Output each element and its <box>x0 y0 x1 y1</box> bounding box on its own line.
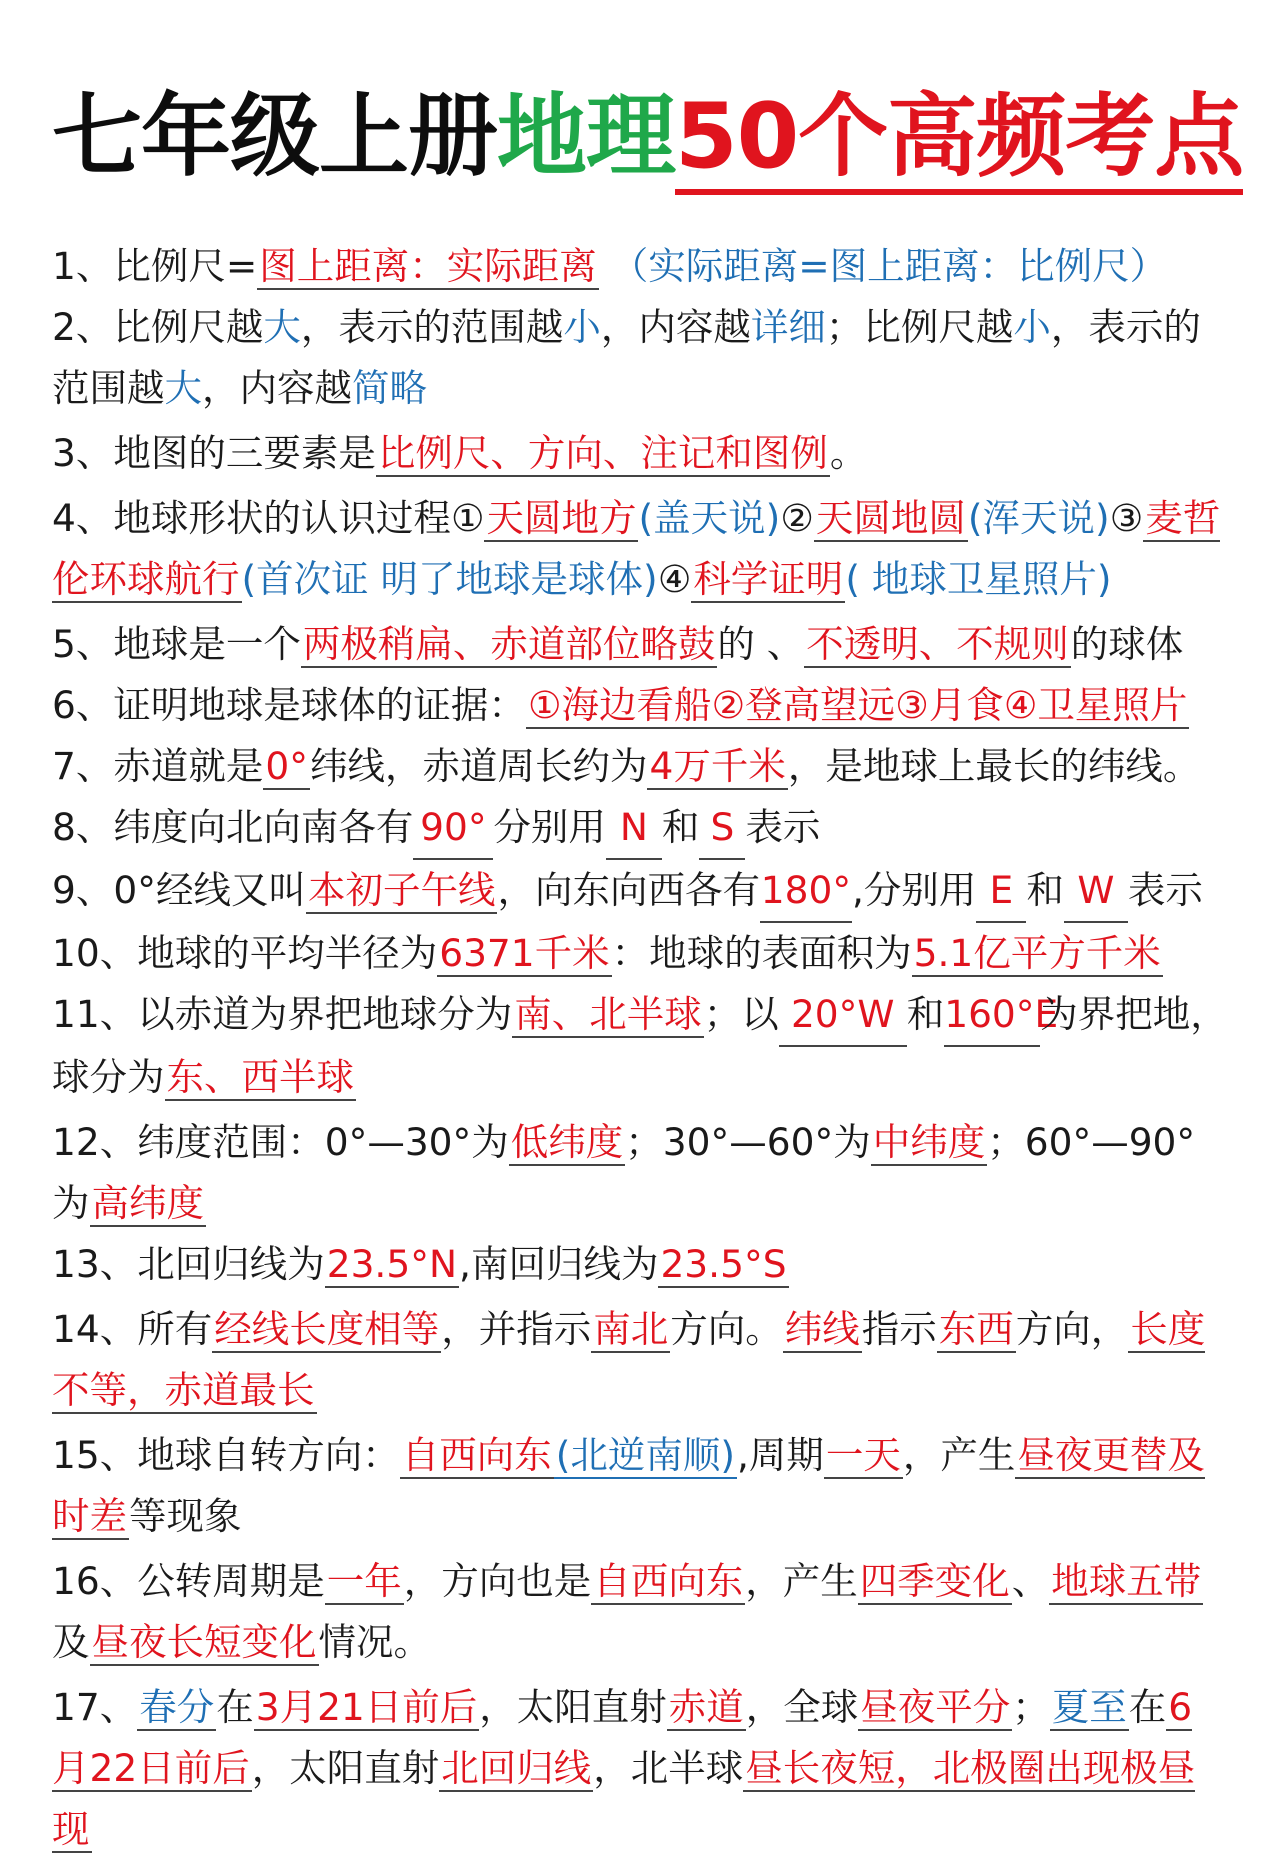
point-item <box>52 860 1228 923</box>
note: （实际距离=图上距离：比例尺） <box>610 244 1168 288</box>
answer: 0° <box>265 744 308 788</box>
text: ④ <box>657 557 692 601</box>
text: ,周期 <box>736 1433 824 1477</box>
answer: 东、西半球 <box>166 1055 354 1099</box>
answer: 6月22日前后 <box>52 1685 1193 1790</box>
text: 8、纬度向北向南各有 <box>52 805 414 849</box>
answer: 南、北半球 <box>514 992 702 1036</box>
text: ；比例尺越 <box>825 305 1014 349</box>
text: 在 <box>216 1685 254 1729</box>
answer: 5.1亿平方千米 <box>913 931 1161 975</box>
point-item <box>52 1234 1228 1295</box>
note: (北逆南顺) <box>555 1433 735 1477</box>
answer: 一天 <box>825 1433 901 1477</box>
text: 表示 <box>1127 868 1203 912</box>
answer: 23.5°S <box>660 1242 787 1286</box>
answer: 天圆地方 <box>486 496 637 540</box>
answer: 大 <box>164 366 202 410</box>
title-part-subject: 地理 <box>497 84 675 189</box>
answer: S <box>699 797 745 860</box>
text: 13、北回归线为 <box>52 1242 325 1286</box>
answer: 20°W <box>779 984 907 1047</box>
answer: W <box>1064 860 1128 923</box>
answer: ①海边看船②登高望远③月食④卫星照片 <box>527 683 1188 727</box>
answer: 90° <box>413 797 493 860</box>
note: (盖天说) <box>638 496 781 540</box>
answer: 图上距离：实际距离 <box>259 244 597 288</box>
text: 和 <box>1026 868 1064 912</box>
text: 情况。 <box>318 1620 431 1664</box>
answer: 一年 <box>326 1559 402 1603</box>
text: 的 、 <box>717 622 805 666</box>
answer: 夏至 <box>1051 1685 1127 1729</box>
answer: 自西向东 <box>401 1433 552 1477</box>
point-item <box>52 1551 1228 1673</box>
answer: 180° <box>760 860 852 923</box>
point-item <box>52 1112 1228 1234</box>
answer: 东西 <box>938 1307 1014 1351</box>
text: 。 <box>829 431 868 475</box>
answer: 四季变化 <box>859 1559 1010 1603</box>
text: 和 <box>906 992 945 1036</box>
text: ,南回归线为 <box>459 1242 659 1286</box>
point-item <box>52 236 1228 297</box>
answer: 简略 <box>352 366 427 410</box>
text: 在 <box>1128 1685 1167 1729</box>
text: 表示 <box>745 805 821 849</box>
text: 、 <box>1011 1559 1050 1603</box>
answer: 高纬度 <box>91 1181 204 1225</box>
answer: E <box>976 860 1026 923</box>
note: (首次证 明了地球是球体) <box>241 557 658 601</box>
text: ，内容越 <box>202 366 352 410</box>
text: ，全球 <box>745 1685 859 1729</box>
answer: 低纬度 <box>510 1120 624 1164</box>
text: ，表示的范围越 <box>52 305 1201 410</box>
point-item <box>52 423 1228 484</box>
answer: 南北 <box>593 1307 669 1351</box>
note: ( 地球卫星照片) <box>845 557 1112 601</box>
text: ，向东向西各有 <box>497 868 760 912</box>
text: ，产生 <box>902 1433 1016 1477</box>
point-item <box>52 736 1228 797</box>
answer: 本初子午线 <box>307 868 496 912</box>
answer: 春分 <box>139 1685 215 1729</box>
text: 等现象 <box>129 1494 242 1538</box>
text: 的球体 <box>1070 622 1184 666</box>
answer: 昼夜长短变化 <box>91 1620 317 1664</box>
answer: 详细 <box>750 305 826 349</box>
text: ；30°—60°为 <box>625 1120 871 1164</box>
text: 方向， <box>1015 1307 1129 1351</box>
answer: 赤道 <box>668 1685 744 1729</box>
text: ；以 <box>703 992 779 1036</box>
answer: 自西向东 <box>593 1559 744 1603</box>
answer: N <box>606 797 662 860</box>
text: 11、以赤道为界把地球分为 <box>52 992 513 1036</box>
text: 7、赤道就是 <box>52 744 264 788</box>
text: ,分别用 <box>851 868 977 912</box>
answer: 科学证明 <box>693 557 844 601</box>
text: 9、0°经线又叫 <box>52 868 306 912</box>
answer: 中纬度 <box>872 1120 986 1164</box>
answer: 北回归线 <box>441 1746 592 1790</box>
point-item <box>52 614 1228 675</box>
answer: 23.5°N <box>326 1242 458 1286</box>
point-item <box>52 297 1228 419</box>
answer: 3月21日前后 <box>255 1685 478 1729</box>
answer: 大 <box>263 305 301 349</box>
text: ，产生 <box>745 1559 858 1603</box>
text: ； <box>1012 1685 1050 1729</box>
text: 15、地球自转方向： <box>52 1433 400 1477</box>
text: ，并指示 <box>441 1307 592 1351</box>
text: ；60°—90°为 <box>52 1120 1196 1225</box>
point-item <box>52 488 1228 610</box>
title-part-topic: 50个高频考点 <box>675 84 1243 195</box>
point-item <box>52 675 1228 736</box>
answer: 不透明、不规则 <box>806 622 1069 666</box>
text: 分别用 <box>493 805 606 849</box>
note: (浑天说) <box>967 496 1110 540</box>
text: ，是地球上最长的纬线。 <box>787 744 1201 788</box>
answer: 小 <box>1013 305 1051 349</box>
text: 2、比例尺越 <box>52 305 264 349</box>
text: 和 <box>661 805 700 849</box>
point-item <box>52 923 1228 984</box>
answer: 4万千米 <box>649 744 786 788</box>
text: ，太阳直射 <box>251 1746 440 1790</box>
text: ③ <box>1109 496 1144 540</box>
point-item <box>52 1425 1228 1547</box>
answer: 昼长夜短，北极圈出现极昼现 <box>52 1746 1196 1851</box>
point-item <box>52 984 1228 1108</box>
title-part-grade: 七年级上册 <box>52 84 497 189</box>
answer: 比例尺、方向、注记和图例 <box>377 431 828 475</box>
text: ，方向也是 <box>403 1559 592 1603</box>
text: ，太阳直射 <box>479 1685 667 1729</box>
text: 1、比例尺= <box>52 244 258 288</box>
text: 14、所有 <box>52 1307 213 1351</box>
points-list <box>52 236 1228 1860</box>
answer: 经线长度相等 <box>214 1307 440 1351</box>
answer: 纬线 <box>784 1307 860 1351</box>
text: 16、公转周期是 <box>52 1559 325 1603</box>
point-item <box>52 1677 1228 1860</box>
point-item <box>52 797 1228 860</box>
text: 17、 <box>52 1685 138 1729</box>
answer: 6371千米 <box>439 931 610 975</box>
answer: 小 <box>563 305 601 349</box>
text: ：地球的表面积为 <box>611 931 912 975</box>
answer: 地球五带 <box>1051 1559 1202 1603</box>
answer: 160°E <box>944 984 1040 1047</box>
text: 5、地球是一个 <box>52 622 301 666</box>
text: 为界把地，球分为 <box>52 992 1228 1099</box>
answer: 两极稍扁、赤道部位略鼓 <box>302 622 716 666</box>
answer: 天圆地圆 <box>815 496 966 540</box>
text: 3、地图的三要素是 <box>52 431 376 475</box>
page-title <box>52 78 1244 196</box>
text: 6、证明地球是球体的证据： <box>52 683 526 727</box>
point-item <box>52 1299 1228 1421</box>
text: 及 <box>52 1620 90 1664</box>
text: 方向。 <box>670 1307 783 1351</box>
text: 指示 <box>861 1307 937 1351</box>
text: 10、地球的平均半径为 <box>52 931 438 975</box>
text: ，表示的范围越 <box>300 305 564 349</box>
text: 纬线，赤道周长约为 <box>309 744 648 788</box>
text: 4、地球形状的认识过程① <box>52 496 485 540</box>
answer: 麦哲伦环球航行 <box>52 496 1221 601</box>
text: ，北半球 <box>593 1746 744 1790</box>
answer: 长度不等，赤道最长 <box>52 1307 1206 1412</box>
text: ，内容越 <box>600 305 751 349</box>
text: ② <box>780 496 814 540</box>
answer: 昼夜更替及时差 <box>52 1433 1205 1538</box>
text: 12、纬度范围：0°—30°为 <box>52 1120 509 1164</box>
answer: 昼夜平分 <box>860 1685 1011 1729</box>
